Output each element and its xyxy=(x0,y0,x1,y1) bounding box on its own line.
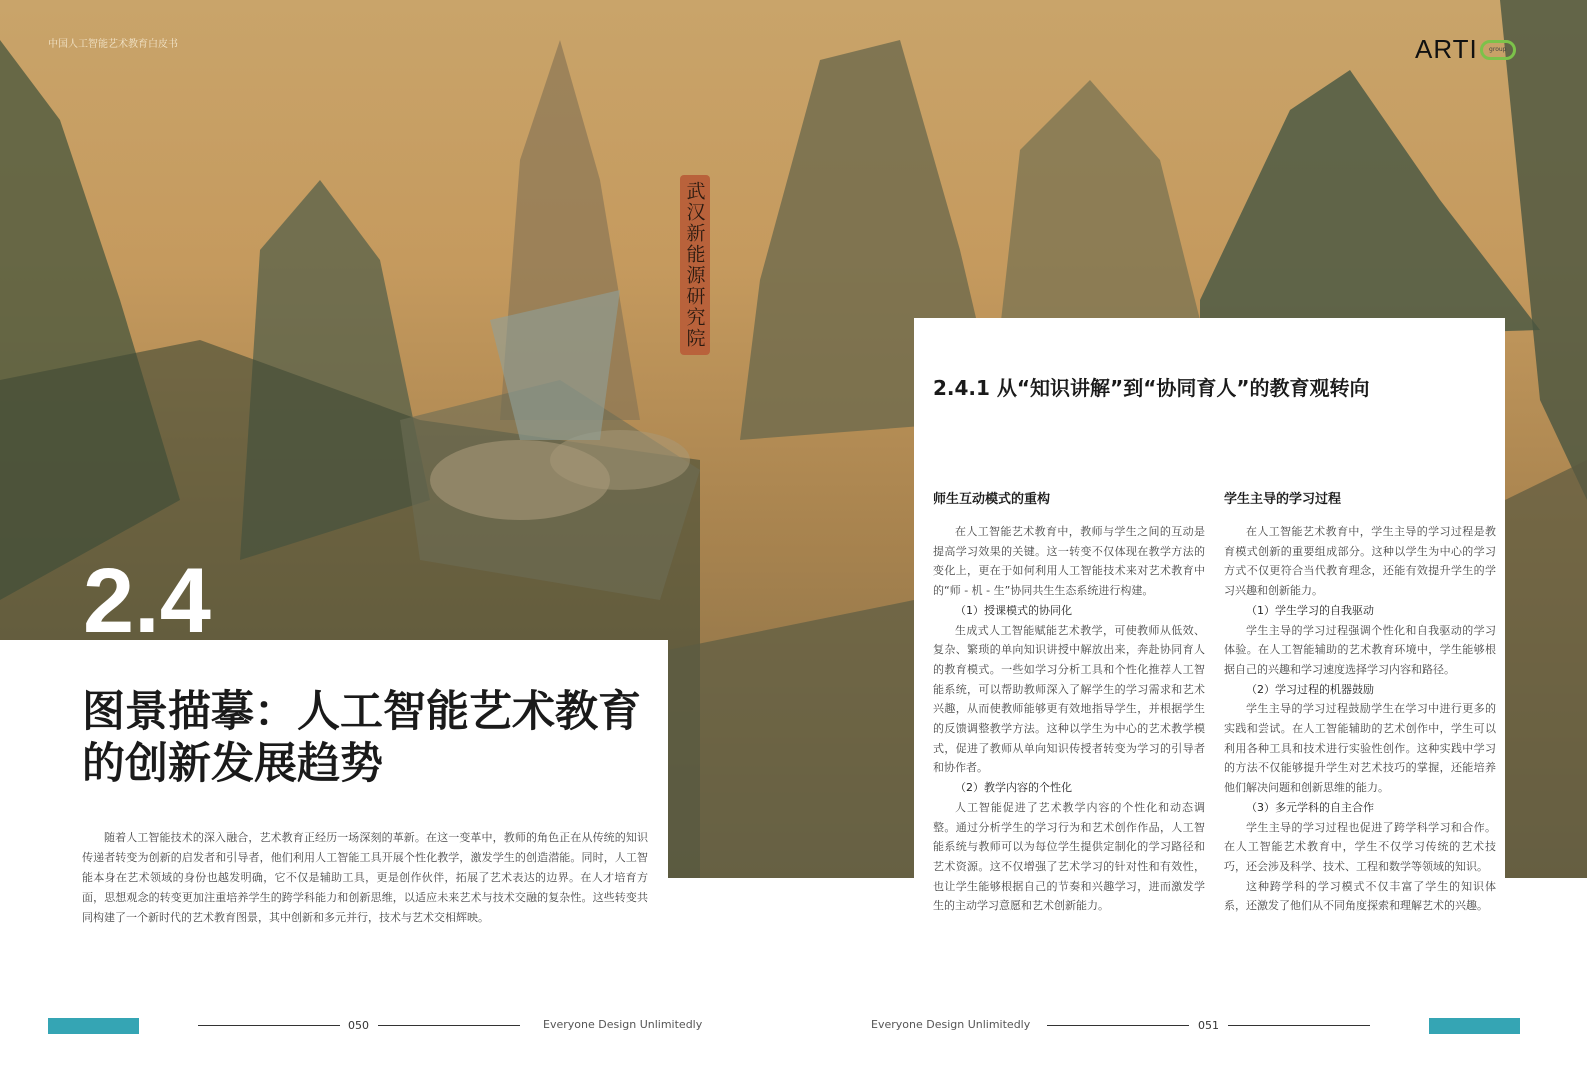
subheading: （2）学习过程的机器鼓励 xyxy=(1246,682,1374,696)
section-title: 2.4.1 从“知识讲解”到“协同育人”的教育观转向 xyxy=(933,376,1370,400)
chapter-title: 图景描摹：人工智能艺术教育的创新发展趋势 xyxy=(82,687,641,789)
right-column xyxy=(1224,490,1496,916)
footer-rule xyxy=(1228,1025,1370,1026)
paragraph: 这种跨学科的学习模式不仅丰富了学生的知识体系，还激发了他们从不同角度探索和理解艺术的兴趣。 xyxy=(1224,879,1496,913)
subheading: （2）教学内容的个性化 xyxy=(955,781,1072,795)
subheading: （3）多元学科的自主合作 xyxy=(1246,800,1374,814)
subheading: （1）授课模式的协同化 xyxy=(955,603,1072,617)
paragraph: 生成式人工智能赋能艺术教学，可使教师从低效、复杂、繁琐的单向知识讲授中解放出来，奔赴协同育人的教育模式。一些如学习分析工具和个性化推荐人工智能系统，可以帮助教师深入了解学生的学习需求和艺术兴趣，从而使教师能够更有效地指导学生，并根据学生的反馈调整教学方法。这种以学生为中心的艺术教学模式，促进了教师从单向知识传授者转变为学习的引导者和协作者。 xyxy=(933,623,1205,775)
column-heading: 师生互动模式的重构 xyxy=(933,492,1051,507)
column-heading: 学生主导的学习过程 xyxy=(1224,492,1342,507)
footer-accent-bar-right xyxy=(1429,1018,1520,1034)
paragraph: 在人工智能艺术教育中，学生主导的学习过程是教育模式创新的重要组成部分。这种以学生为中心的学习方式不仅更符合当代教育理念，还能有效提升学生的学习兴趣和创新能力。 xyxy=(1224,525,1496,598)
footer-slogan-left: Everyone Design Unlimitedly xyxy=(543,1018,703,1031)
footer-slogan-right: Everyone Design Unlimitedly xyxy=(871,1018,1031,1031)
footer-rule xyxy=(378,1025,520,1026)
logo-ring-icon xyxy=(1480,40,1516,60)
footer-rule xyxy=(1047,1025,1189,1026)
paragraph: 在人工智能艺术教育中，教师与学生之间的互动是提高学习效果的关键。这一转变不仅体现在教学方法的变化上，更在于如何利用人工智能技术来对艺术教育中的“师 - 机 - 生”协同共生生态系统进行构建。 xyxy=(933,525,1205,598)
logo xyxy=(1415,34,1516,65)
subheading: （1）学生学习的自我驱动 xyxy=(1246,603,1374,617)
left-column xyxy=(933,490,1205,916)
page-number-left: 050 xyxy=(348,1019,369,1032)
footer-rule xyxy=(198,1025,340,1026)
paragraph: 学生主导的学习过程强调个性化和自我驱动的学习体验。在人工智能辅助的艺术教育环境中，学生能够根据自己的兴趣和学习速度选择学习内容和路径。 xyxy=(1224,623,1496,676)
footer-accent-bar-left xyxy=(48,1018,139,1034)
logo-text: ARTI xyxy=(1415,34,1478,64)
logo-subtext: group xyxy=(1489,46,1507,53)
whitepaper-title: 中国人工智能艺术教育白皮书 xyxy=(48,39,178,50)
paragraph: 学生主导的学习过程鼓励学生在学习中进行更多的实践和尝试。在人工智能辅助的艺术创作中，学生可以利用各种工具和技术进行实验性创作。这种实践中学习的方法不仅能够提升学生对艺术技巧的掌握，还能培养他们解决问题和创新思维的能力。 xyxy=(1224,702,1496,795)
page-number-right: 051 xyxy=(1198,1019,1219,1032)
paragraph: 学生主导的学习过程也促进了跨学科学习和合作。在人工智能艺术教育中，学生不仅学习传统的艺术技巧，还会涉及科学、技术、工程和数学等领域的知识。 xyxy=(1224,820,1496,873)
vertical-sign: 武汉新能源研究院 xyxy=(680,175,710,355)
chapter-intro: 随着人工智能技术的深入融合，艺术教育正经历一场深刻的革新。在这一变革中，教师的角色正在从传统的知识传递者转变为创新的启发者和引导者，他们利用人工智能工具开展个性化教学，激发学生的创造潜能。同时，人工智能本身在艺术领域的身份也越发明确，它不仅是辅助工具，更是创作伙伴，拓展了艺术表达的边界。在人才培育方面，思想观念的转变更加注重培养学生的跨学科能力和创新思维，以适应未来艺术与技术交融的复杂性。这些转变共同构建了一个新时代的艺术教育图景，其中创新和多元并行，技术与艺术交相辉映。 xyxy=(82,831,648,924)
chapter-number: 2.4 xyxy=(83,555,211,640)
paragraph: 人工智能促进了艺术教学内容的个性化和动态调整。通过分析学生的学习行为和艺术创作作品，人工智能系统与教师可以为每位学生提供定制化的学习路径和艺术资源。这不仅增强了艺术学习的针对性和有效性，也让学生能够根据自己的节奏和兴趣学习，进而激发学生的主动学习意愿和艺术创新能力。 xyxy=(933,800,1205,913)
